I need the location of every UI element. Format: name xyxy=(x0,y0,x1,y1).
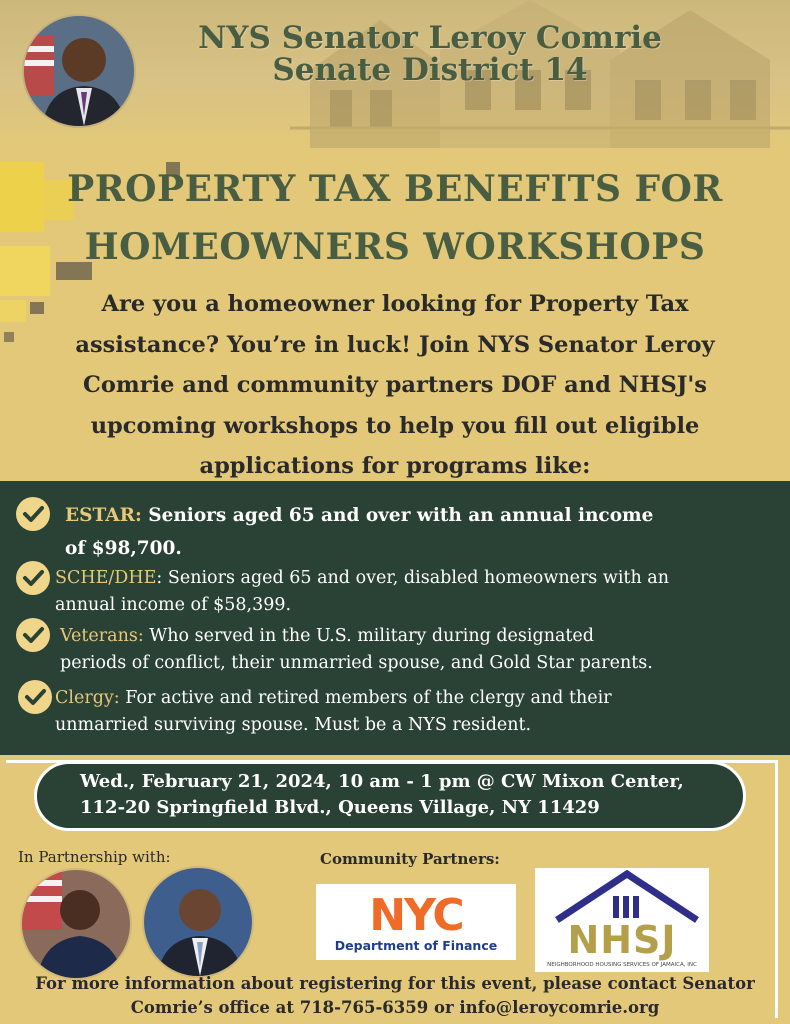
event-address: 112-20 Springfield Blvd., Queens Village, NY 11429 xyxy=(80,797,600,818)
program-item-estar xyxy=(65,502,765,529)
senator-portrait-photo xyxy=(22,14,136,128)
program-item-clergy xyxy=(55,685,785,712)
nyc-logo-text: NYC xyxy=(369,890,463,941)
program-item-veterans-line2: periods of conflict, their unmarried spouse, and Gold Star parents. xyxy=(60,653,653,673)
intro-line: Comrie and community partners DOF and NHSJ's xyxy=(83,372,707,398)
checkmark-icon xyxy=(16,618,50,652)
decorative-square xyxy=(4,332,14,342)
main-title-line2: HOMEOWNERS WORKSHOPS xyxy=(84,226,706,268)
decorative-square xyxy=(0,300,26,322)
program-name: Clergy: xyxy=(55,688,120,708)
intro-line: Are you a homeowner looking for Property Tax xyxy=(101,291,689,317)
partner-portrait-photo-man xyxy=(142,866,254,978)
program-item-sche-dhe-line2: annual income of $58,399. xyxy=(55,595,292,615)
intro-line: applications for programs like: xyxy=(199,453,591,479)
program-item-clergy-line2: unmarried surviving spouse. Must be a NYS resident. xyxy=(55,715,532,735)
program-desc: For active and retired members of the clergy and their xyxy=(119,688,612,708)
checkmark-icon xyxy=(18,680,52,714)
nyc-logo-subtext: Department of Finance xyxy=(334,938,498,953)
program-desc: : Seniors aged 65 and over, disabled homeowners with an xyxy=(156,568,670,588)
intro-paragraph xyxy=(30,284,760,487)
header-banner xyxy=(0,0,790,148)
checkmark-icon xyxy=(16,561,50,595)
nhsj-logo-text: NHSJ xyxy=(567,918,677,962)
partner-portrait-photo-woman xyxy=(20,868,132,980)
partnership-label: In Partnership with: xyxy=(18,848,171,866)
program-desc: Who served in the U.S. military during designated xyxy=(143,626,594,646)
community-partners-label: Community Partners: xyxy=(320,850,500,868)
event-date-time: Wed., February 21, 2024, 10 am - 1 pm @ CW Mixon Center, xyxy=(80,771,684,792)
program-item-sche-dhe xyxy=(55,565,785,592)
header-title-senator: NYS Senator Leroy Comrie xyxy=(198,20,662,56)
intro-line: assistance? You’re in luck! Join NYS Senator Leroy xyxy=(75,331,715,358)
program-desc: Seniors aged 65 and over with an annual income xyxy=(141,505,654,526)
nyc-department-of-finance-logo xyxy=(316,884,516,960)
main-title-line1: PROPERTY TAX BENEFITS FOR xyxy=(67,168,723,210)
program-name: ESTAR: xyxy=(65,505,142,526)
program-name: SCHE/DHE xyxy=(55,568,157,588)
intro-line: upcoming workshops to help you fill out eligible xyxy=(90,412,700,439)
header-title-district: Senate District 14 xyxy=(272,52,588,88)
nhsj-logo xyxy=(535,868,709,972)
footer-contact-line1: For more information about registering for this event, please contact Senator xyxy=(35,974,755,993)
nhsj-logo-subtext: NEIGHBORHOOD HOUSING SERVICES OF JAMAICA, INC xyxy=(547,962,697,968)
program-item-veterans xyxy=(60,623,780,650)
program-name: Veterans: xyxy=(60,626,144,646)
program-item-estar-line2: of $98,700. xyxy=(65,538,182,559)
footer-contact-line2: Comrie’s office at 718-765-6359 or info@leroycomrie.org xyxy=(130,998,660,1017)
checkmark-icon xyxy=(16,497,50,531)
